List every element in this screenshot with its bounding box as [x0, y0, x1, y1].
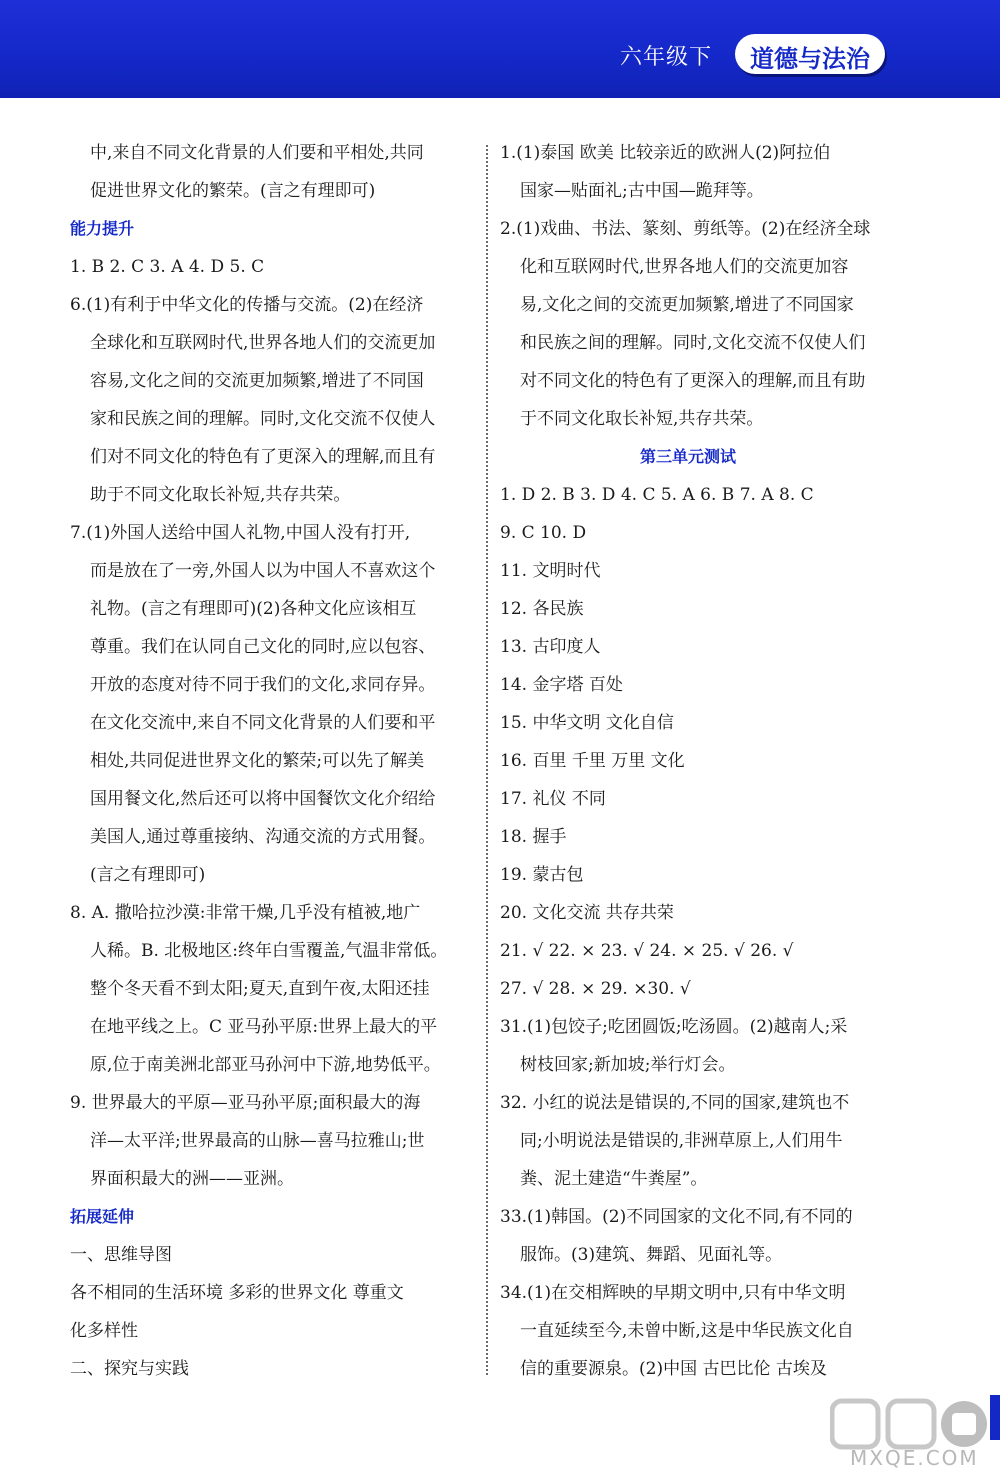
section-heading: 第三单元测试 [640, 447, 737, 466]
text-line: 中,来自不同文化背景的人们要和平相处,共同 [90, 143, 424, 163]
text-line: 15. 中华文明 文化自信 [500, 713, 674, 733]
text-line: 而是放在了一旁,外国人以为中国人不喜欢这个 [90, 561, 436, 581]
text-line: 家和民族之间的理解。同时,文化交流不仅使人 [90, 409, 436, 429]
text-line: 于不同文化取长补短,共存共荣。 [520, 409, 764, 429]
text-line: 27. √ 28. × 29. ×30. √ [500, 979, 691, 999]
text-line: 洋—太平洋;世界最高的山脉—喜马拉雅山;世 [90, 1131, 425, 1151]
text-line: 33.(1)韩国。(2)不同国家的文化不同,有不同的 [500, 1207, 853, 1227]
text-line: 人稀。B. 北极地区:终年白雪覆盖,气温非常低。 [90, 941, 448, 961]
text-line: 开放的态度对待不同于我们的文化,求同存异。 [90, 675, 436, 695]
page-edge-tab [990, 1395, 1000, 1440]
text-line: 在地平线之上。C 亚马孙平原:世界上最大的平 [90, 1017, 438, 1037]
text-line: 服饰。(3)建筑、舞蹈、见面礼等。 [520, 1245, 783, 1265]
section-heading: 能力提升 [70, 219, 135, 238]
text-line: 一、思维导图 [70, 1245, 172, 1265]
text-line: 20. 文化交流 共存共荣 [500, 903, 674, 923]
text-line: 7.(1)外国人送给中国人礼物,中国人没有打开, [70, 523, 411, 543]
text-line: 17. 礼仪 不同 [500, 789, 606, 809]
text-line: 32. 小红的说法是错误的,不同的国家,建筑也不 [500, 1093, 850, 1113]
grade-label: 六年级下 [620, 45, 713, 70]
section-heading: 拓展延伸 [70, 1207, 135, 1226]
text-line: 6.(1)有利于中华文化的传播与交流。(2)在经济 [70, 295, 424, 315]
text-line: 21. √ 22. × 23. √ 24. × 25. √ 26. √ [500, 941, 794, 961]
text-line: 尊重。我们在认同自己文化的同时,应以包容、 [90, 637, 436, 657]
text-line: 8. A. 撒哈拉沙漠:非常干燥,几乎没有植被,地广 [70, 903, 421, 923]
watermark-text: MXQE.COM [850, 1446, 979, 1470]
text-line: 12. 各民族 [500, 599, 584, 619]
text-line: 树枝回家;新加坡;举行灯会。 [520, 1055, 736, 1075]
text-line: 促进世界文化的繁荣。(言之有理即可) [90, 181, 376, 201]
text-line: 在文化交流中,来自不同文化背景的人们要和平 [90, 713, 436, 733]
text-line: 1. D 2. B 3. D 4. C 5. A 6. B 7. A 8. C [500, 485, 814, 505]
text-line: 易,文化之间的交流更加频繁,增进了不同国家 [520, 295, 854, 315]
text-line: 9. 世界最大的平原—亚马孙平原;面积最大的海 [70, 1093, 421, 1113]
text-line: 各不相同的生活环境 多彩的世界文化 尊重文 [70, 1283, 404, 1303]
column-divider [486, 145, 488, 1375]
text-line: 粪、泥土建造“牛粪屋”。 [520, 1169, 708, 1189]
text-line: 9. C 10. D [500, 523, 587, 543]
page-header [0, 0, 1000, 98]
text-line: 化和互联网时代,世界各地人们的交流更加容 [520, 257, 849, 277]
text-line: 31.(1)包饺子;吃团圆饭;吃汤圆。(2)越南人;采 [500, 1017, 848, 1037]
text-line: 容易,文化之间的交流更加频繁,增进了不同国 [90, 371, 424, 391]
subject-badge [735, 34, 885, 74]
text-line: 相处,共同促进世界文化的繁荣;可以先了解美 [90, 751, 425, 771]
text-line: 19. 蒙古包 [500, 865, 584, 885]
text-line: 国用餐文化,然后还可以将中国餐饮文化介绍给 [90, 789, 436, 809]
text-line: 全球化和互联网时代,世界各地人们的交流更加 [90, 333, 436, 353]
subject-title: 道德与法治 [750, 45, 870, 73]
text-line: 们对不同文化的特色有了更深入的理解,而且有 [90, 447, 436, 467]
text-line: 14. 金字塔 百处 [500, 675, 623, 695]
text-line: 信的重要源泉。(2)中国 古巴比伦 古埃及 [520, 1359, 827, 1379]
text-line: 对不同文化的特色有了更深入的理解,而且有助 [520, 371, 866, 391]
text-line: 34.(1)在交相辉映的早期文明中,只有中华文明 [500, 1283, 846, 1303]
text-line: 1.(1)泰国 欧美 比较亲近的欧洲人(2)阿拉伯 [500, 143, 831, 163]
text-line: (言之有理即可) [90, 865, 206, 885]
text-line: 1. B 2. C 3. A 4. D 5. C [70, 257, 265, 277]
text-line: 界面积最大的洲——亚洲。 [90, 1169, 294, 1189]
text-line: 和民族之间的理解。同时,文化交流不仅使人们 [520, 333, 866, 353]
text-line: 化多样性 [70, 1321, 138, 1341]
text-line: 原,位于南美洲北部亚马孙河中下游,地势低平。 [90, 1055, 441, 1075]
text-line: 11. 文明时代 [500, 561, 601, 581]
text-line: 18. 握手 [500, 827, 567, 847]
text-line: 礼物。(言之有理即可)(2)各种文化应该相互 [90, 599, 417, 619]
text-line: 一直延续至今,未曾中断,这是中华民族文化自 [520, 1321, 854, 1341]
text-line: 助于不同文化取长补短,共存共荣。 [90, 485, 351, 505]
text-line: 同;小明说法是错误的,非洲草原上,人们用牛 [520, 1131, 843, 1151]
text-line: 13. 古印度人 [500, 637, 601, 657]
text-line: 美国人,通过尊重接纳、沟通交流的方式用餐。 [90, 827, 436, 847]
text-line: 2.(1)戏曲、书法、篆刻、剪纸等。(2)在经济全球 [500, 219, 871, 239]
text-line: 16. 百里 千里 万里 文化 [500, 751, 685, 771]
text-line: 二、探究与实践 [70, 1359, 189, 1379]
text-line: 国家—贴面礼;古中国—跪拜等。 [520, 181, 764, 201]
text-line: 整个冬天看不到太阳;夏天,直到午夜,太阳还挂 [90, 979, 430, 999]
